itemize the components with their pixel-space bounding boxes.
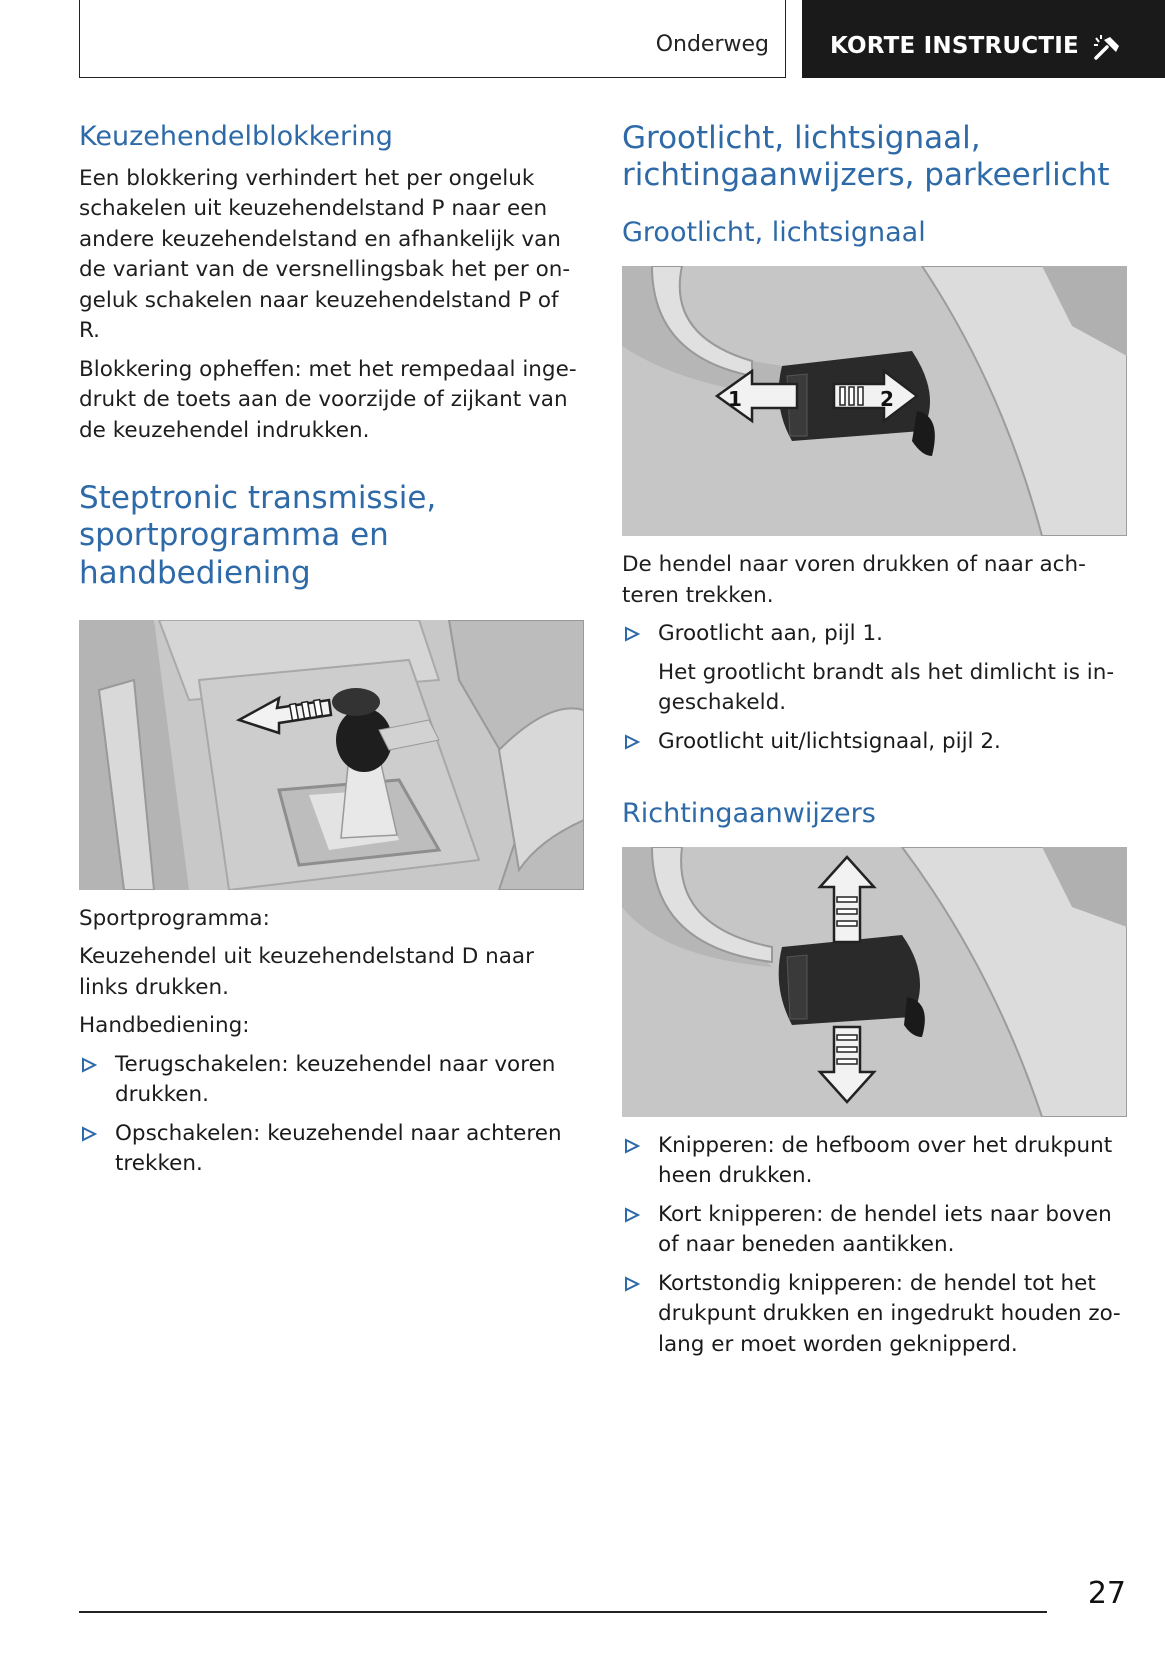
bullet-text: Grootlicht uit/lichtsignaal, pijl 2. (658, 728, 1001, 754)
bullet-note: Het grootlicht brandt als het dimlicht is ingeschakeld. (658, 659, 1115, 716)
heading-selector-lock: Keuzehendelblokkering (79, 121, 393, 152)
turn-signal-figure (622, 847, 1127, 1117)
heading-steptronic: Steptronic transmissie, sportprogramma en handbediening (79, 480, 437, 591)
paragraph-lock-release: Blokkering opheffen: met het rempedaal ingedrukt de toets aan de voorzijde of zijkant van de keuzehendel indrukken. (79, 356, 577, 443)
bullet-text: Terugschakelen: keuzehendel naar voren drukken. (115, 1051, 556, 1108)
list-item (622, 1131, 1127, 1192)
paragraph-lock-intro: Een blokkering verhindert het per ongeluk schakelen uit keuzehendelstand P naar een andere keuzehendelstand en afhankelijk van de variant van de versnellingsbak het per ongeluk schakelen naar keuzehendelstand P of R. (79, 165, 571, 344)
gear-selector-figure (79, 620, 584, 890)
footer-rule (79, 1611, 1047, 1613)
heading-turn-signals: Richtingaanwijzers (622, 798, 876, 830)
bullet-arrow-icon (624, 626, 640, 642)
fig-label-1: 1 (728, 387, 742, 412)
bullet-text: Grootlicht aan, pijl 1. (658, 621, 883, 647)
bullet-arrow-icon (81, 1057, 97, 1073)
header-section-box (79, 0, 786, 78)
bullet-arrow-icon (624, 1276, 640, 1292)
turn-signal-list (622, 1131, 1127, 1361)
chapter-tab (802, 0, 1165, 78)
high-beam-illustration (622, 266, 1127, 536)
quick-guide-icon (1092, 34, 1122, 62)
right-column (622, 120, 1127, 1368)
label-manual-mode: Handbediening: (79, 1013, 250, 1039)
list-item (622, 1269, 1127, 1361)
bullet-text: Kortstondig knipperen: de hendel tot het drukpunt drukken en ingedrukt houden zolang er moet worden geknipperd. (658, 1270, 1121, 1357)
list-item (79, 1119, 584, 1180)
bullet-text: Kort knipperen: de hendel iets naar boven of naar beneden aantikken. (658, 1201, 1112, 1258)
bullet-text: Opschakelen: keuzehendel naar achteren trekken. (115, 1120, 562, 1177)
section-title: Onderweg (655, 32, 769, 57)
list-item (622, 727, 1127, 758)
manual-mode-list (79, 1050, 584, 1180)
bullet-text: Knipperen: de hefboom over het drukpunt heen drukken. (658, 1132, 1113, 1189)
bullet-arrow-icon (624, 734, 640, 750)
turn-signal-illustration (622, 847, 1127, 1117)
list-item (622, 619, 1127, 719)
heading-high-beam: Grootlicht, lichtsignaal (622, 217, 926, 249)
bullet-arrow-icon (624, 1138, 640, 1154)
label-sport-program: Sportprogramma: (79, 905, 270, 931)
bullet-arrow-icon (624, 1207, 640, 1223)
list-item (622, 1200, 1127, 1261)
fig-label-2: 2 (880, 387, 894, 412)
left-column (79, 120, 584, 1188)
paragraph-sport-program: Keuzehendel uit keuzehendelstand D naar links drukken. (79, 944, 534, 1000)
paragraph-lever-action: De hendel naar voren drukken of naar achteren trekken. (622, 552, 1086, 608)
list-item (79, 1050, 584, 1111)
heading-lighting: Grootlicht, lichtsignaal, richtingaanwijzers, parkeerlicht (622, 120, 1110, 194)
bullet-arrow-icon (81, 1126, 97, 1142)
high-beam-figure (622, 266, 1127, 536)
high-beam-list (622, 619, 1127, 757)
page-number: 27 (1087, 1576, 1126, 1611)
gear-selector-illustration (79, 620, 584, 890)
chapter-title: KORTE INSTRUCTIE (830, 33, 1079, 59)
